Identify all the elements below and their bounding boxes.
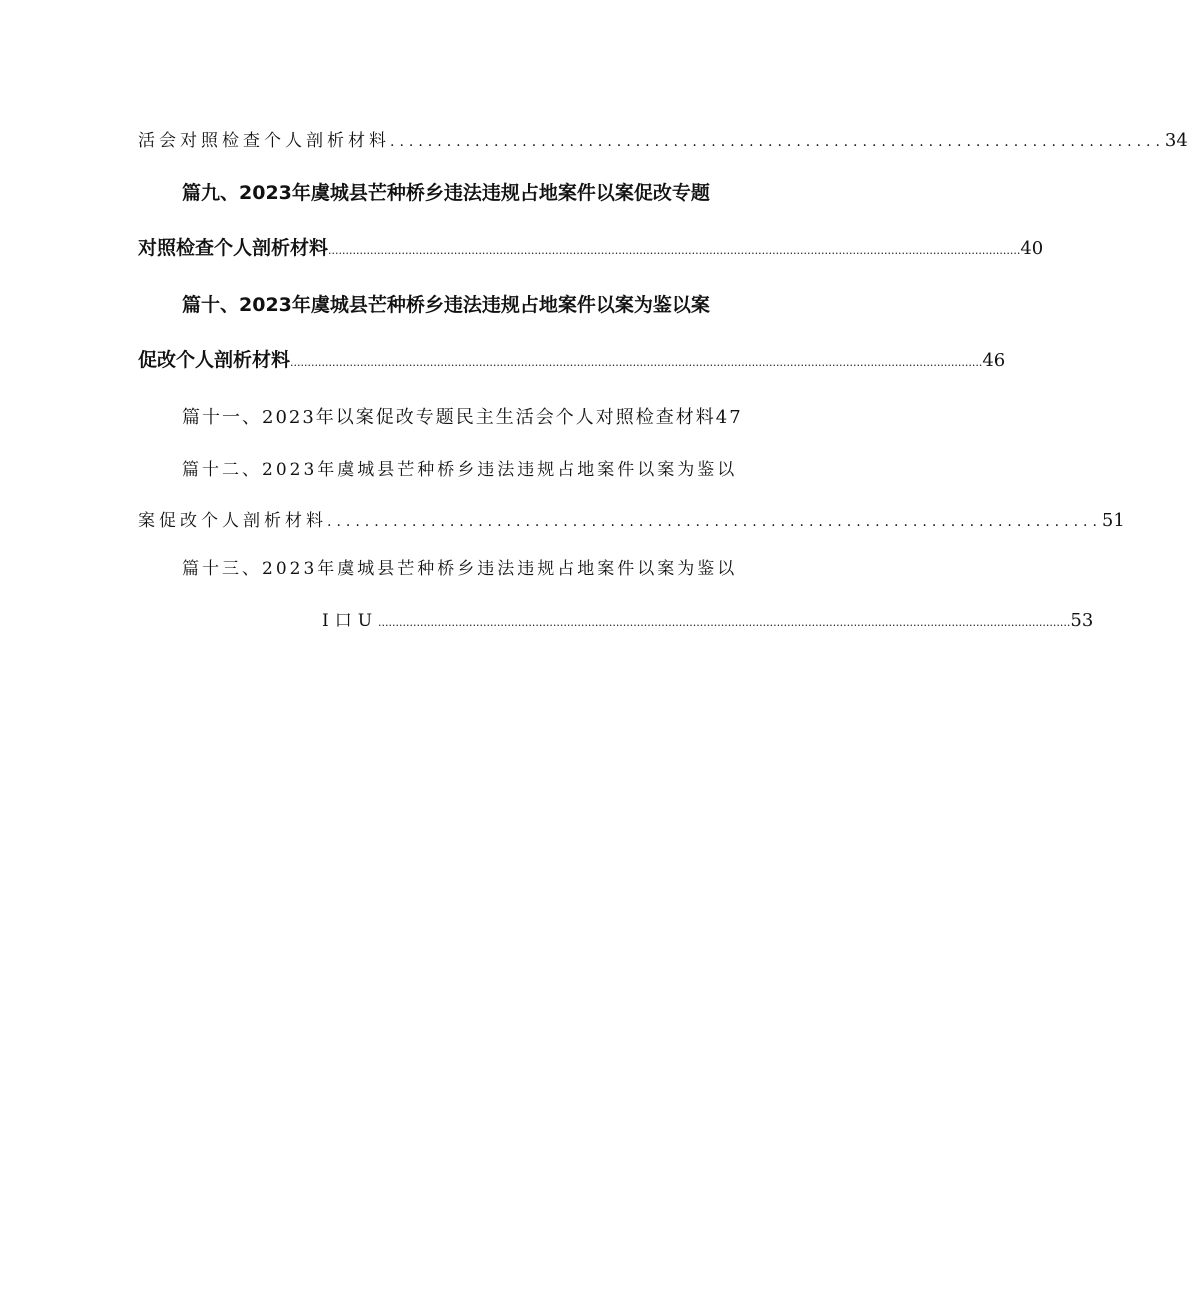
toc-entry-text: 活会对照检查个人剖析材料 xyxy=(138,131,390,151)
toc-line-continuation[interactable] xyxy=(138,130,1188,151)
toc-entry-9-title[interactable] xyxy=(182,184,710,203)
toc-page-number: 53 xyxy=(1070,610,1094,631)
toc-leader-dots: ...................................................................................................................................................................................................... xyxy=(290,356,983,369)
toc-leader-dots: ...................................................................................................................................................................................................... xyxy=(378,616,1071,629)
toc-page-number: 51 xyxy=(1101,510,1125,531)
toc-leader-dots: .................................................................................. xyxy=(327,514,1102,530)
toc-entry-text: 对照检查个人剖析材料 xyxy=(138,237,329,259)
toc-page-number: 34 xyxy=(1164,130,1188,151)
toc-entry-text: 篇十三、2023年虞城县芒种桥乡违法违规占地案件以案为鉴以 xyxy=(182,559,738,579)
toc-leader-dots: ...................................................................................................................................................................................................... xyxy=(328,244,1021,257)
toc-entry-11-title[interactable] xyxy=(182,409,743,427)
toc-entry-text: 篇十一、2023年以案促改专题民主生活会个人对照检查材料47 xyxy=(182,407,743,428)
toc-entry-13-continuation[interactable] xyxy=(322,610,1094,631)
toc-page-number: 46 xyxy=(982,350,1006,371)
toc-entry-text: I口U xyxy=(322,611,379,631)
toc-entry-9-continuation[interactable] xyxy=(138,237,1044,259)
toc-entry-13-title[interactable] xyxy=(182,561,737,578)
toc-entry-text: 案促改个人剖析材料 xyxy=(138,511,327,531)
toc-entry-12-continuation[interactable] xyxy=(138,510,1125,531)
toc-entry-10-title[interactable] xyxy=(182,296,710,315)
toc-entry-text: 篇十二、2023年虞城县芒种桥乡违法违规占地案件以案为鉴以 xyxy=(182,460,738,480)
toc-leader-dots: .................................................................................. xyxy=(390,134,1165,150)
toc-entry-12-title[interactable] xyxy=(182,462,737,479)
toc-entry-text: 篇十、2023年虞城县芒种桥乡违法违规占地案件以案为鉴以案 xyxy=(182,294,710,316)
toc-entry-text: 促改个人剖析材料 xyxy=(138,349,291,371)
toc-entry-10-continuation[interactable] xyxy=(138,349,1006,371)
toc-entry-text: 篇九、2023年虞城县芒种桥乡违法违规占地案件以案促改专题 xyxy=(182,182,710,204)
toc-page-number: 40 xyxy=(1020,238,1044,259)
